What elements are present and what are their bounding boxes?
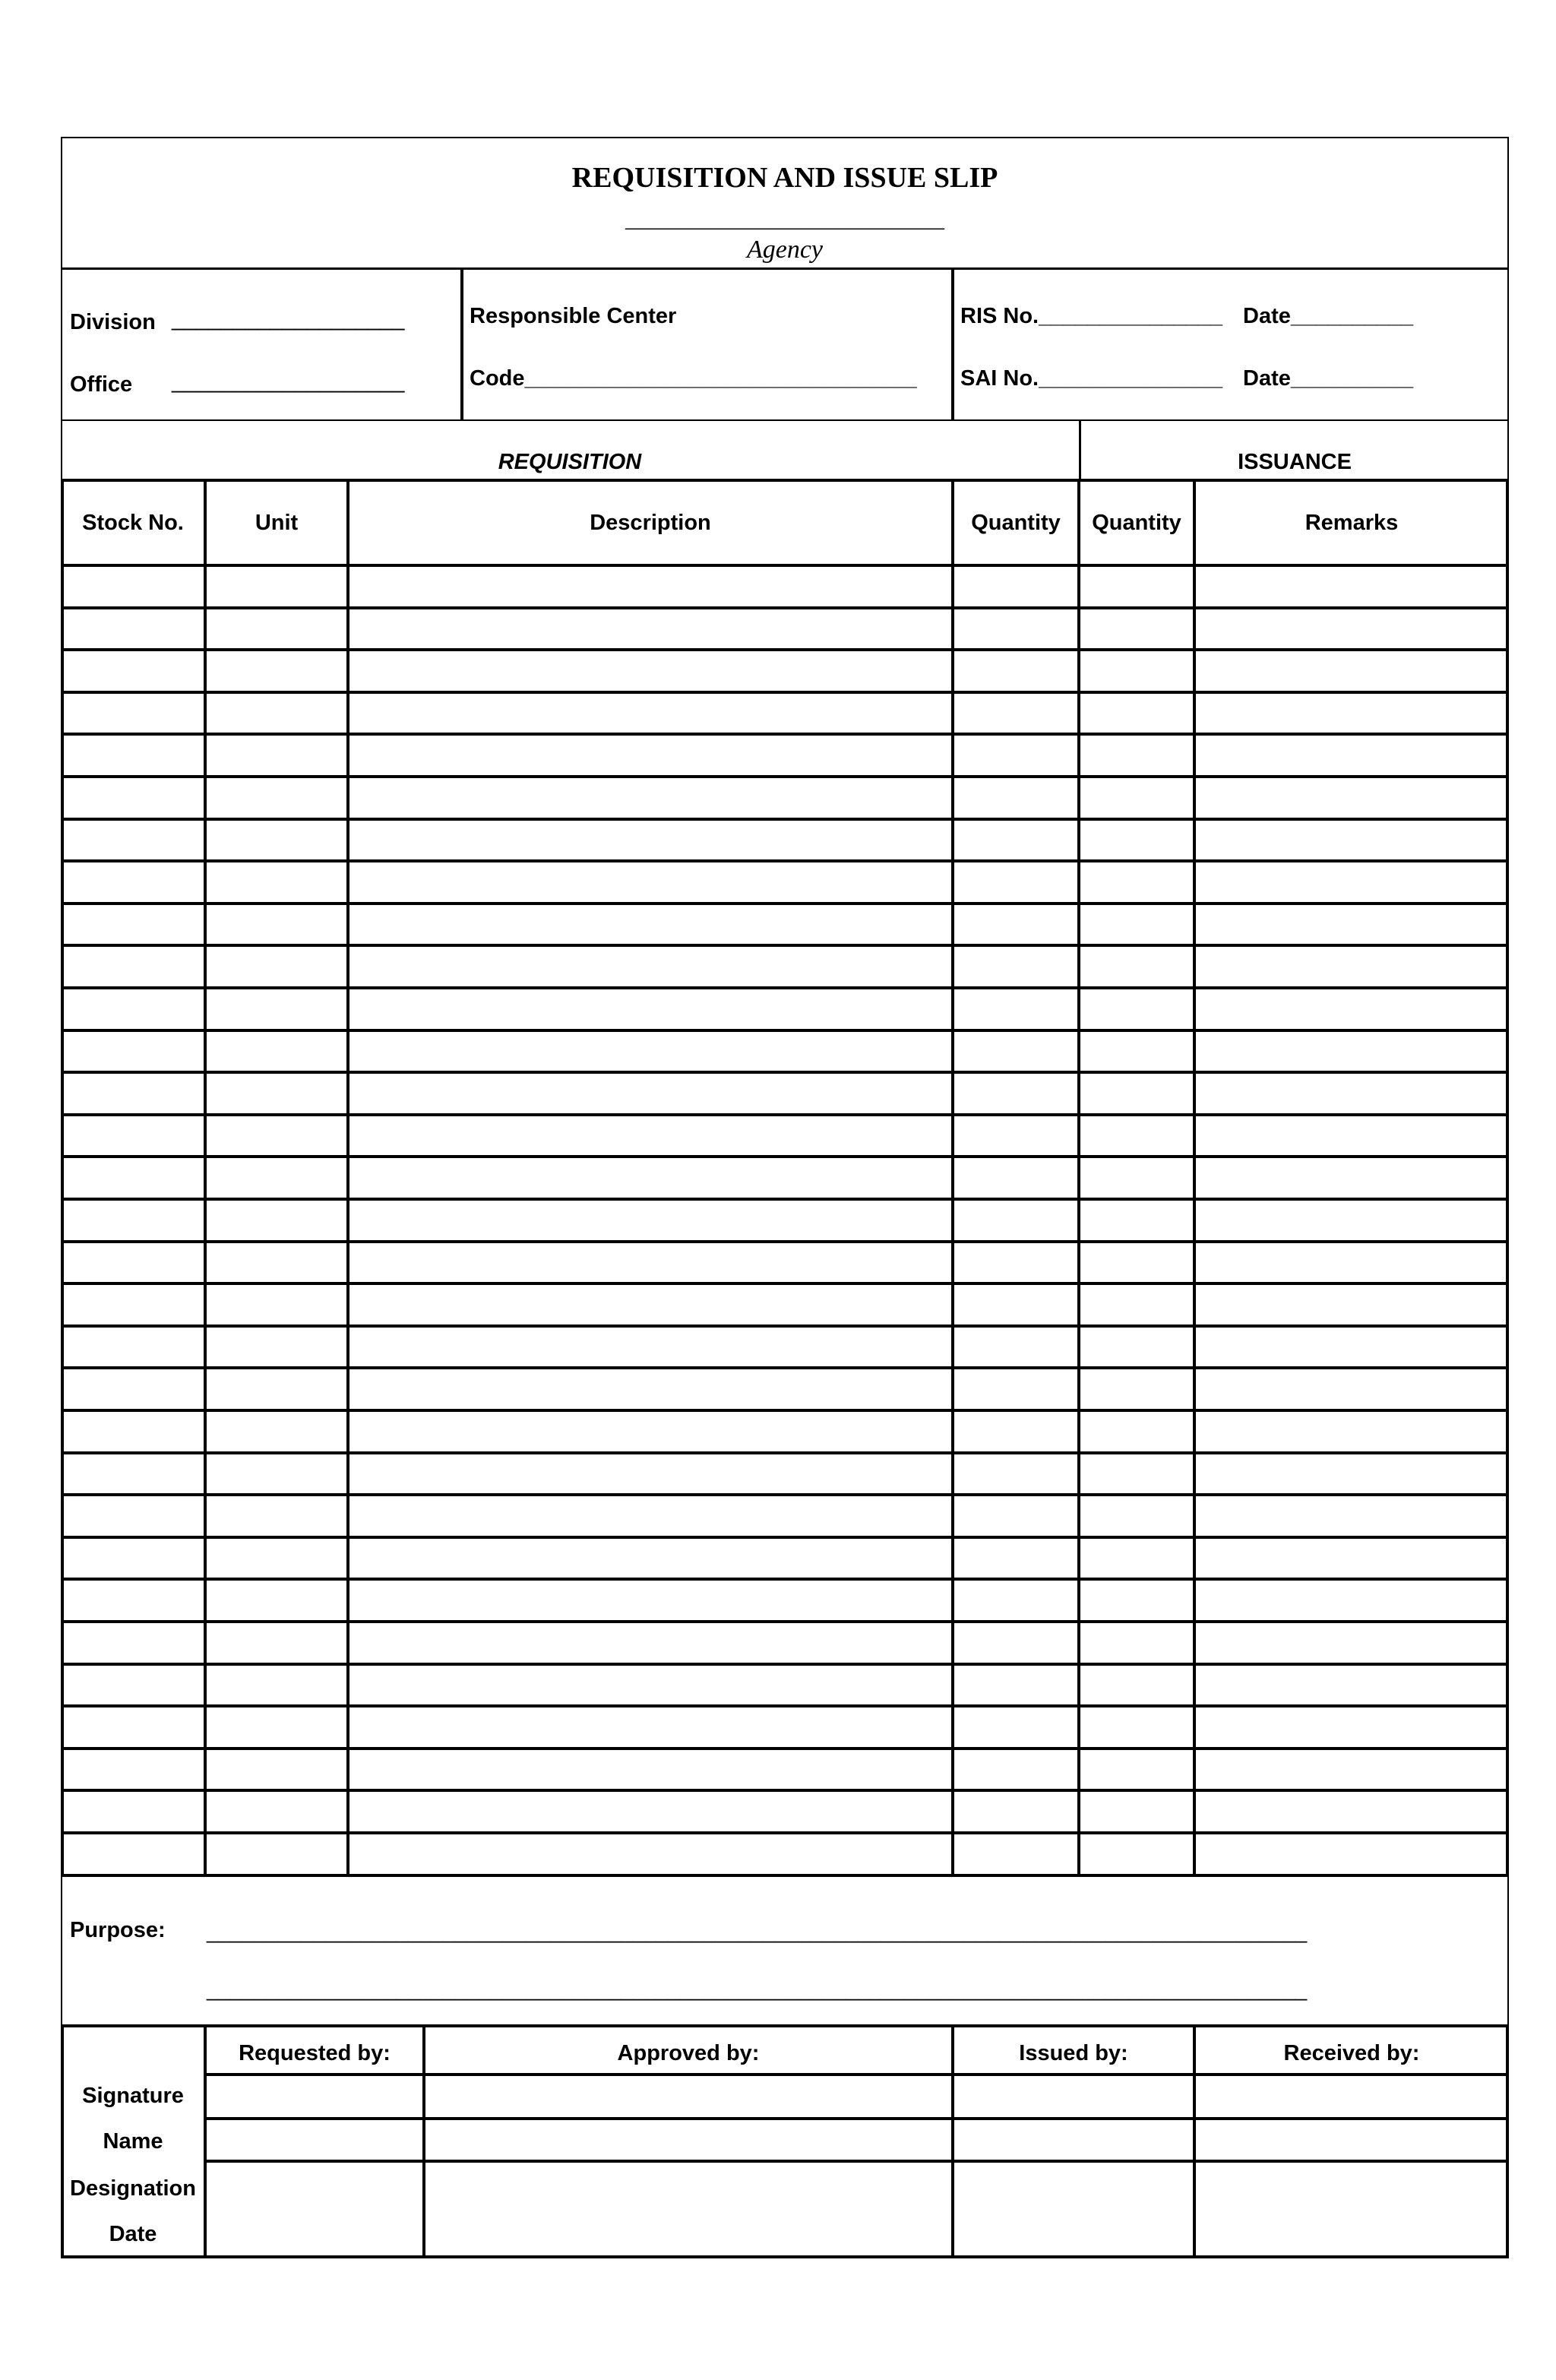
table-cell[interactable]: [207, 1158, 346, 1198]
table-cell[interactable]: [350, 1666, 950, 1705]
table-cell[interactable]: [207, 694, 346, 733]
table-cell[interactable]: [1197, 862, 1507, 902]
table-cell[interactable]: [207, 651, 346, 691]
table-cell[interactable]: [955, 567, 1077, 606]
table-cell[interactable]: [1197, 736, 1507, 775]
table-cell[interactable]: [63, 1666, 203, 1705]
table-cell[interactable]: [1081, 1623, 1192, 1663]
table-cell[interactable]: [1081, 1032, 1192, 1071]
table-cell[interactable]: [955, 1032, 1077, 1071]
table-cell[interactable]: [1197, 1623, 1507, 1663]
ris-no-field[interactable]: RIS No._______________: [960, 304, 1223, 328]
division-label: Division: [70, 310, 156, 334]
table-cell[interactable]: [955, 1285, 1077, 1325]
signatory-cell[interactable]: [955, 2211, 1192, 2257]
table-cell[interactable]: [1197, 1454, 1507, 1494]
table-cell[interactable]: [207, 989, 346, 1029]
table-cell[interactable]: [1081, 862, 1192, 902]
responsible-center-label: Responsible Center: [470, 304, 677, 328]
table-cell[interactable]: [207, 1328, 346, 1367]
table-cell[interactable]: [955, 1116, 1077, 1156]
table-cell[interactable]: [207, 609, 346, 649]
table-cell[interactable]: [350, 1116, 950, 1156]
table-cell[interactable]: [350, 905, 950, 945]
table-cell[interactable]: [955, 1581, 1077, 1620]
table-cell[interactable]: [207, 1581, 346, 1620]
table-cell[interactable]: [63, 1834, 203, 1874]
purpose-line-1[interactable]: _____________________________________________________________________________________________: [207, 1920, 1308, 1943]
table-cell[interactable]: [207, 1412, 346, 1451]
table-cell[interactable]: [350, 1243, 950, 1283]
table-cell[interactable]: [350, 1454, 950, 1494]
table-cell[interactable]: [1197, 905, 1507, 945]
signatory-cell[interactable]: [955, 2076, 1192, 2117]
table-cell[interactable]: [955, 821, 1077, 860]
table-cell[interactable]: [1197, 609, 1507, 649]
table-cell[interactable]: [1197, 1792, 1507, 1831]
table-cell[interactable]: [63, 1116, 203, 1156]
table-cell[interactable]: [1197, 1032, 1507, 1071]
sai-date-field[interactable]: Date__________: [1243, 366, 1414, 391]
table-cell[interactable]: [350, 1623, 950, 1663]
table-cell[interactable]: [63, 1750, 203, 1790]
form-title: REQUISITION AND ISSUE SLIP: [571, 162, 998, 194]
table-cell[interactable]: [63, 1623, 203, 1663]
table-cell[interactable]: [1197, 1369, 1507, 1409]
table-cell[interactable]: [1197, 1581, 1507, 1620]
table-cell[interactable]: [63, 1328, 203, 1367]
table-cell[interactable]: [1197, 947, 1507, 986]
table-cell[interactable]: [1081, 1074, 1192, 1113]
table-cell[interactable]: [955, 651, 1077, 691]
table-cell[interactable]: [1197, 989, 1507, 1029]
signatory-cell[interactable]: [207, 2211, 422, 2257]
table-cell[interactable]: [955, 1539, 1077, 1578]
table-cell[interactable]: [1081, 1454, 1192, 1494]
signatory-cell[interactable]: [1197, 2120, 1507, 2160]
table-cell[interactable]: [955, 736, 1077, 775]
table-cell[interactable]: [350, 1328, 950, 1367]
purpose-line-2[interactable]: _____________________________________________________________________________________________: [207, 1977, 1308, 2001]
table-cell[interactable]: [207, 1454, 346, 1494]
table-cell[interactable]: [63, 989, 203, 1029]
signatory-cell[interactable]: [426, 2163, 950, 2208]
table-cell[interactable]: [207, 1496, 346, 1536]
table-cell[interactable]: [350, 1792, 950, 1831]
items-col-line: [951, 480, 954, 1877]
table-cell[interactable]: [63, 947, 203, 986]
agency-line[interactable]: ____________________________: [625, 207, 944, 232]
signatory-row-label: Date: [109, 2222, 157, 2246]
sai-no-field[interactable]: SAI No._______________: [960, 366, 1223, 391]
table-cell[interactable]: [1197, 694, 1507, 733]
header-divider: [61, 267, 1509, 270]
table-cell[interactable]: [955, 1412, 1077, 1451]
table-cell[interactable]: [1081, 1539, 1192, 1578]
code-field[interactable]: Code________________________________: [470, 366, 917, 391]
table-cell[interactable]: [1081, 1707, 1192, 1747]
table-cell[interactable]: [350, 821, 950, 860]
table-cell[interactable]: [63, 1201, 203, 1240]
ris-date-field[interactable]: Date__________: [1243, 304, 1414, 328]
signatory-header: Requested by:: [239, 2041, 391, 2065]
table-cell[interactable]: [207, 1369, 346, 1409]
signatory-header: Received by:: [1283, 2041, 1420, 2065]
table-cell[interactable]: [207, 862, 346, 902]
table-cell[interactable]: [1081, 1369, 1192, 1409]
table-cell[interactable]: [1081, 736, 1192, 775]
table-cell[interactable]: [955, 778, 1077, 818]
table-cell[interactable]: [955, 1750, 1077, 1790]
table-cell[interactable]: [955, 1834, 1077, 1874]
table-cell[interactable]: [63, 821, 203, 860]
table-cell[interactable]: [63, 651, 203, 691]
table-cell[interactable]: [955, 1074, 1077, 1113]
table-cell[interactable]: [63, 1369, 203, 1409]
table-cell[interactable]: [207, 1792, 346, 1831]
table-cell[interactable]: [955, 1792, 1077, 1831]
signatory-row-label: Designation: [70, 2176, 196, 2201]
table-cell[interactable]: [955, 1623, 1077, 1663]
table-cell[interactable]: [63, 862, 203, 902]
table-cell[interactable]: [1197, 1707, 1507, 1747]
items-col-line: [1193, 480, 1196, 1877]
table-cell[interactable]: [350, 1707, 950, 1747]
table-cell[interactable]: [350, 778, 950, 818]
table-cell[interactable]: [63, 1032, 203, 1071]
table-cell[interactable]: [955, 1707, 1077, 1747]
table-cell[interactable]: [1197, 1074, 1507, 1113]
table-cell[interactable]: [350, 1201, 950, 1240]
table-cell[interactable]: [1197, 1158, 1507, 1198]
division-input[interactable]: ___________________: [172, 307, 405, 331]
signatory-cell[interactable]: [955, 2163, 1192, 2208]
table-cell[interactable]: [350, 651, 950, 691]
column-header: Stock No.: [82, 511, 184, 535]
table-cell[interactable]: [1081, 609, 1192, 649]
table-cell[interactable]: [63, 1539, 203, 1578]
signatory-cell[interactable]: [426, 2211, 950, 2257]
table-cell[interactable]: [207, 1750, 346, 1790]
table-cell[interactable]: [1197, 1834, 1507, 1874]
table-cell[interactable]: [350, 1539, 950, 1578]
table-cell[interactable]: [350, 567, 950, 606]
requisition-issue-slip-form: [61, 137, 1509, 2258]
signatory-cell[interactable]: [207, 2120, 422, 2160]
office-label: Office: [70, 372, 133, 397]
table-cell[interactable]: [955, 694, 1077, 733]
column-header: Quantity: [1092, 511, 1181, 535]
signatory-cell[interactable]: [1197, 2211, 1507, 2257]
requisition-section-header: REQUISITION: [498, 450, 642, 474]
column-header: Remarks: [1305, 511, 1399, 535]
signatory-cell[interactable]: [426, 2076, 950, 2117]
signatory-row-label: Name: [103, 2129, 163, 2154]
signatory-row-label: Signature: [82, 2084, 184, 2108]
table-cell[interactable]: [207, 821, 346, 860]
table-cell[interactable]: [1081, 651, 1192, 691]
signatories-top-border: [61, 2024, 1509, 2027]
table-cell[interactable]: [1081, 821, 1192, 860]
table-cell[interactable]: [955, 1454, 1077, 1494]
table-cell[interactable]: [1197, 1666, 1507, 1705]
table-cell[interactable]: [1197, 567, 1507, 606]
table-cell[interactable]: [63, 1412, 203, 1451]
table-cell[interactable]: [207, 947, 346, 986]
table-cell[interactable]: [955, 905, 1077, 945]
table-cell[interactable]: [350, 1369, 950, 1409]
table-cell[interactable]: [955, 1158, 1077, 1198]
table-cell[interactable]: [350, 1285, 950, 1325]
signatory-cell[interactable]: [426, 2120, 950, 2160]
table-cell[interactable]: [1197, 1412, 1507, 1451]
table-cell[interactable]: [63, 778, 203, 818]
office-input[interactable]: ___________________: [172, 369, 405, 394]
table-cell[interactable]: [1197, 1328, 1507, 1367]
table-cell[interactable]: [1197, 1285, 1507, 1325]
table-cell[interactable]: [350, 1581, 950, 1620]
table-cell[interactable]: [350, 862, 950, 902]
table-cell[interactable]: [207, 1201, 346, 1240]
table-cell[interactable]: [63, 694, 203, 733]
table-cell[interactable]: [955, 989, 1077, 1029]
table-cell[interactable]: [1081, 1285, 1192, 1325]
table-cell[interactable]: [1081, 1666, 1192, 1705]
table-cell[interactable]: [63, 567, 203, 606]
table-cell[interactable]: [207, 1285, 346, 1325]
table-cell[interactable]: [350, 609, 950, 649]
agency-label: Agency: [746, 236, 824, 264]
table-cell[interactable]: [350, 1412, 950, 1451]
table-cell[interactable]: [1081, 1243, 1192, 1283]
table-cell[interactable]: [1081, 947, 1192, 986]
signatory-header: Approved by:: [617, 2041, 760, 2065]
table-cell[interactable]: [350, 1750, 950, 1790]
table-cell[interactable]: [1197, 778, 1507, 818]
table-cell[interactable]: [1081, 1201, 1192, 1240]
table-cell[interactable]: [63, 1792, 203, 1831]
table-cell[interactable]: [207, 1243, 346, 1283]
table-cell[interactable]: [1197, 1496, 1507, 1536]
column-header: Quantity: [971, 511, 1061, 535]
table-cell[interactable]: [1197, 1539, 1507, 1578]
table-cell[interactable]: [1081, 989, 1192, 1029]
table-cell[interactable]: [350, 1074, 950, 1113]
signatory-cell[interactable]: [1197, 2076, 1507, 2117]
table-cell[interactable]: [1197, 1116, 1507, 1156]
table-cell[interactable]: [1081, 905, 1192, 945]
signatory-header: Issued by:: [1019, 2041, 1128, 2065]
table-cell[interactable]: [207, 736, 346, 775]
table-cell[interactable]: [63, 1074, 203, 1113]
table-cell[interactable]: [207, 778, 346, 818]
table-cell[interactable]: [955, 1243, 1077, 1283]
table-cell[interactable]: [63, 1285, 203, 1325]
items-col-line: [1077, 480, 1080, 1877]
table-cell[interactable]: [1081, 1792, 1192, 1831]
table-cell[interactable]: [63, 905, 203, 945]
table-cell[interactable]: [1081, 694, 1192, 733]
table-cell[interactable]: [350, 1834, 950, 1874]
table-cell[interactable]: [350, 1496, 950, 1536]
table-cell[interactable]: [207, 1834, 346, 1874]
table-cell[interactable]: [1081, 778, 1192, 818]
table-cell[interactable]: [1081, 1328, 1192, 1367]
table-cell[interactable]: [63, 1454, 203, 1494]
purpose-label: Purpose:: [70, 1918, 166, 1942]
table-cell[interactable]: [955, 1328, 1077, 1367]
table-cell[interactable]: [63, 736, 203, 775]
signatory-cell[interactable]: [1197, 2163, 1507, 2208]
table-cell[interactable]: [63, 1158, 203, 1198]
table-cell[interactable]: [350, 1158, 950, 1198]
table-cell[interactable]: [207, 1539, 346, 1578]
table-cell[interactable]: [63, 609, 203, 649]
table-cell[interactable]: [207, 567, 346, 606]
table-cell[interactable]: [955, 609, 1077, 649]
table-cell[interactable]: [1081, 1750, 1192, 1790]
table-cell[interactable]: [1081, 1158, 1192, 1198]
table-cell[interactable]: [1197, 1201, 1507, 1240]
issuance-section-header: ISSUANCE: [1238, 450, 1352, 474]
table-cell[interactable]: [350, 1032, 950, 1071]
table-cell[interactable]: [207, 1666, 346, 1705]
table-cell[interactable]: [350, 989, 950, 1029]
table-cell[interactable]: [1081, 1581, 1192, 1620]
table-cell[interactable]: [955, 1201, 1077, 1240]
table-cell[interactable]: [1081, 1116, 1192, 1156]
signatory-cell[interactable]: [207, 2076, 422, 2117]
table-cell[interactable]: [955, 1369, 1077, 1409]
table-cell[interactable]: [207, 905, 346, 945]
table-cell[interactable]: [1197, 1750, 1507, 1790]
table-cell[interactable]: [63, 1496, 203, 1536]
table-cell[interactable]: [1081, 567, 1192, 606]
table-cell[interactable]: [1197, 651, 1507, 691]
table-cell[interactable]: [1081, 1834, 1192, 1874]
table-cell[interactable]: [63, 1707, 203, 1747]
table-cell[interactable]: [1197, 821, 1507, 860]
table-cell[interactable]: [955, 947, 1077, 986]
info-divider-1: [460, 267, 463, 421]
table-cell[interactable]: [955, 862, 1077, 902]
signatory-cell[interactable]: [955, 2120, 1192, 2160]
table-cell[interactable]: [207, 1032, 346, 1071]
info-divider-2: [951, 267, 954, 421]
table-cell[interactable]: [1081, 1496, 1192, 1536]
table-cell[interactable]: [955, 1666, 1077, 1705]
items-row-line: [61, 479, 1509, 482]
table-cell[interactable]: [63, 1243, 203, 1283]
items-col-line: [346, 480, 349, 1877]
table-cell[interactable]: [350, 736, 950, 775]
table-cell[interactable]: [63, 1581, 203, 1620]
table-cell[interactable]: [1197, 1243, 1507, 1283]
column-header: Unit: [255, 511, 299, 535]
table-cell[interactable]: [207, 1707, 346, 1747]
column-header: Description: [590, 511, 711, 535]
table-cell[interactable]: [207, 1116, 346, 1156]
items-col-line: [204, 480, 207, 1877]
signatory-cell[interactable]: [207, 2163, 422, 2208]
table-cell[interactable]: [955, 1496, 1077, 1536]
table-cell[interactable]: [207, 1623, 346, 1663]
table-cell[interactable]: [207, 1074, 346, 1113]
table-cell[interactable]: [350, 694, 950, 733]
items-row-line: [61, 1874, 1509, 1877]
table-cell[interactable]: [1081, 1412, 1192, 1451]
info-bottom-divider: [61, 419, 1509, 421]
table-cell[interactable]: [350, 947, 950, 986]
